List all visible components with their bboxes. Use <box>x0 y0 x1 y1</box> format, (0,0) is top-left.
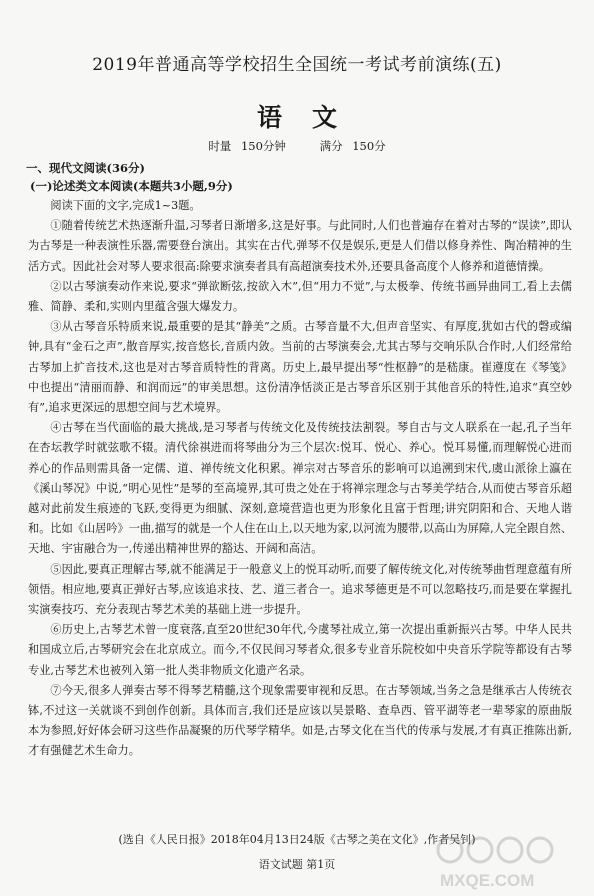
source-citation: (选自《人民日报》2018年04月13日24版《古琴之美在文化》,作者吴钊) <box>118 833 476 846</box>
watermark-text: MXQE.COM <box>440 871 535 890</box>
paragraph-5: ⑤因此,要真正理解古琴,就不能满足于一般意义上的悦耳动听,而要了解传统文化,对传统琴曲哲理意蕴有所领悟。相应地,要真正弹好古琴,应该追求技、艺、道三者合一。追求琴德更是不可以忽略技巧,而是要在掌握扎实演奏技巧、充分表现古琴艺术美的基础上进一步提升。 <box>28 562 572 617</box>
exam-meta <box>0 138 594 154</box>
section-heading-1: 一、现代文阅读(36分) <box>26 161 145 175</box>
paragraph-4: ④古琴在当代面临的最大挑战,是习琴者与传统文化及传统技法割裂。琴自古与文人联系在一起,孔子当年在杏坛教学时就弦歌不辍。清代徐祺进而将琴曲分为三个层次:悦耳、悦心、养心。悦耳易懂,而理解悦心进而养心的作品则需具备一定儒、道、禅传统文化积累。禅宗对古琴音乐的影响可以追溯到宋代,虞山派徐上瀛在《溪山琴况》中说,“明心见性”是琴的至高境界,其可贵之处在于将禅宗理念与古琴美学结合,从而使古琴音乐超越对此前发生痕迹的飞跃,变得更为细腻、深刻,意境营造也更为形象化且富于哲理;讲究阴阳和合、天地人谐和。比如《山居吟》一曲,描写的就是一个人住在山上,以天地为家,以河流为腰带,以高山为屏障,人完全跟自然、天地、宇宙融合为一,传递出精神世界的豁达、开阔和高洁。 <box>28 421 572 556</box>
time-label: 时量 150分钟 <box>208 139 286 153</box>
paragraph-7: ⑦今天,很多人弹奏古琴不得琴艺精髓,这个现象需要审视和反思。在古琴领域,当务之急是继承古人传统衣钵,不过这一关就谈不到创作创新。具体而言,我们还是应该以吴景略、查阜西、管平湖等老一辈琴家的原曲版本为参照,好好体会研习这些作品凝聚的历代琴学精华。如是,古琴文化在当代的传承与发展,才有真正推陈出新,才有强健艺术生命力。 <box>28 683 572 758</box>
paragraph-3: ③从古琴音乐特质来说,最重要的是其“静美”之质。古琴音量不大,但声音坚实、有厚度,犹如古代的磬或编钟,具有“金石之声”,散音厚实,按音悠长,音质内敛。当前的古琴演奏会,尤其古琴与交响乐队合作时,人们经常给古琴加上扩音技术,这也是对古琴音质特性的背离。历史上,最早提出琴“性枢静”的是嵇康。崔遵度在《琴笺》中也提出“清丽而静、和润而远”的审美思想。这份清净恬淡正是古琴音乐区别于其他音乐的特性,追求“真空妙有”,追求更深远的思想空间与艺术境界。 <box>28 320 572 415</box>
paragraph-6: ⑥历史上,古琴艺术曾一度衰落,直至20世纪30年代,今虞琴社成立,第一次提出重新振兴古琴。中华人民共和国成立后,古琴研究会在北京成立。而今,不仅民间习琴者众,很多专业音乐院校如中央音乐学院等都设有古琴专业,古琴艺术也被列入第一批人类非物质文化遗产名录。 <box>28 623 572 677</box>
instructions: 阅读下面的文字,完成1~3题。 <box>50 199 201 212</box>
page-footer: 语文试题 第1页 <box>258 858 336 871</box>
subject-title: 语文 <box>256 103 367 132</box>
paragraph-1: ①随着传统艺术热逐渐升温,习琴者日渐增多,这是好事。与此同时,人们也普遍存在着对古琴的“误读”,即认为古琴是一种表演性乐器,需要登台演出。其实在古代,弹琴不仅是娱乐,更是人们借以修身养性、陶冶精神的生活方式。因此社会对琴人要求很高:除要求演奏者具有高超演奏技术外,还要具备高度个人修养和道德情操。 <box>28 219 572 273</box>
reading-passage <box>28 196 572 762</box>
exam-title: 2019年普通高等学校招生全国统一考试考前演练(五) <box>92 55 502 75</box>
section-heading-2: (一)论述类文本阅读(本题共3小题,9分) <box>30 179 233 193</box>
score-label: 满分 150分 <box>319 139 386 153</box>
watermark-logo <box>434 830 584 892</box>
paragraph-2: ②以古琴演奏动作来说,要求“弹欲断弦,按欲入木”,但“用力不觉”,与太极拳、传统书画异曲同工,看上去儒雅、简静、柔和,实则内里蕴含强大爆发力。 <box>28 279 572 314</box>
